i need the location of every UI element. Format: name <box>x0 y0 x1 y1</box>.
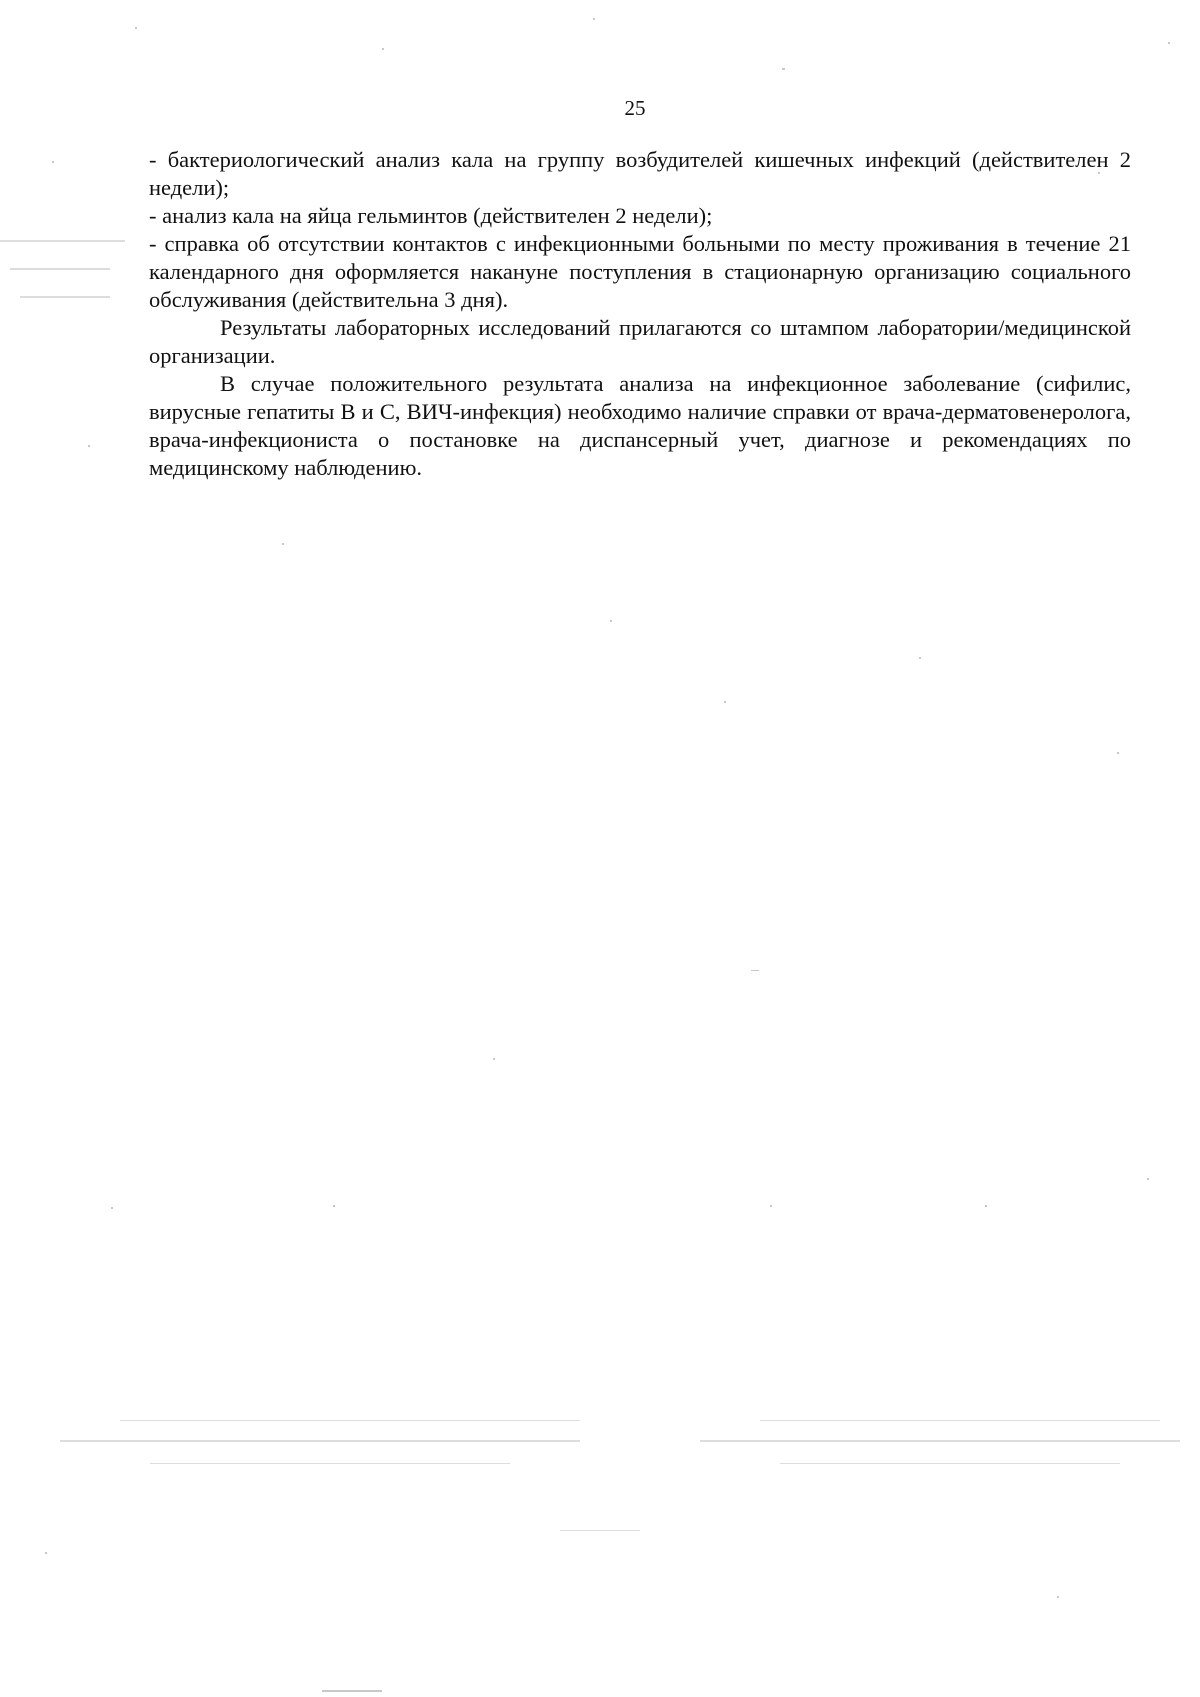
document-body <box>149 146 1131 482</box>
list-item-contact-certificate: - справка об отсутствии контактов с инфекционными больными по месту проживания в течение 21 календарного дня оформляется накануне поступления в стационарную организацию социального обслуживания (действительна 3 дня). <box>149 231 1131 312</box>
page-number: 25 <box>624 96 646 120</box>
paragraph-lab-results: Результаты лабораторных исследований прилагаются со штампом лаборатории/медицинской организации. <box>149 315 1131 368</box>
list-item-helminth-analysis: - анализ кала на яйца гельминтов (действителен 2 недели); <box>149 203 713 228</box>
paragraph-positive-result: В случае положительного результата анализа на инфекционное заболевание (сифилис, вирусные гепатиты В и С, ВИЧ-инфекция) необходимо наличие справки от врача-дерматовенеролога, врача-инфекциониста о постановке на диспансерный учет, диагнозе и рекомендациях по медицинскому наблюдению. <box>149 371 1131 480</box>
list-item-bacteriological-analysis: - бактериологический анализ кала на группу возбудителей кишечных инфекций (действителен 2 недели); <box>149 147 1131 200</box>
